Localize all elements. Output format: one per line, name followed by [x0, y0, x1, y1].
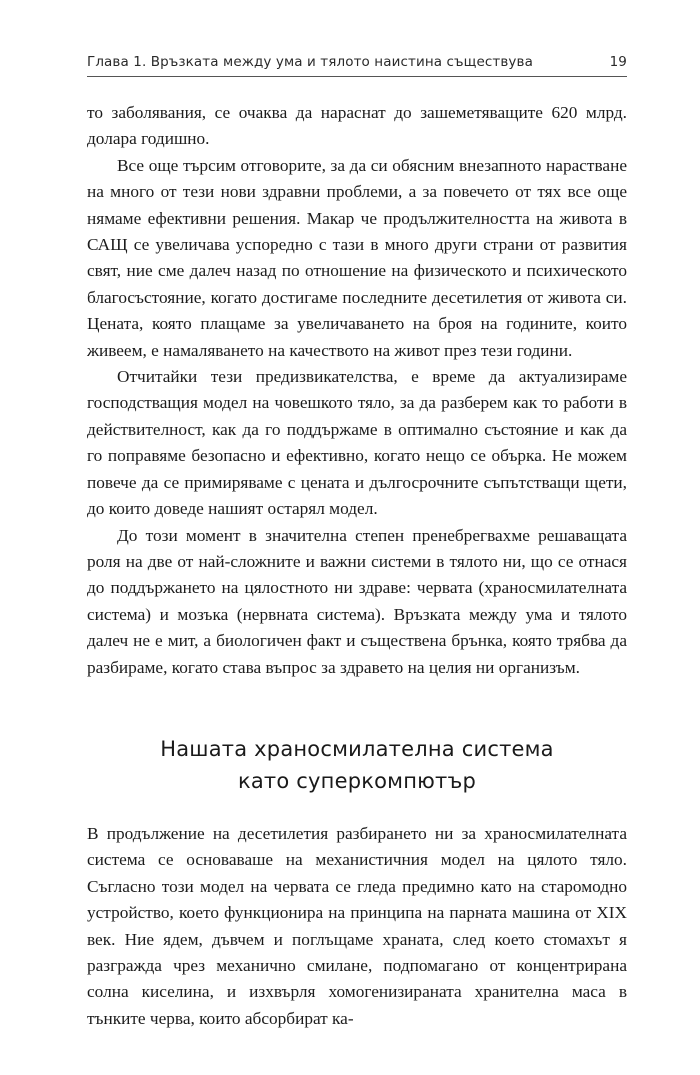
- chapter-title: Глава 1. Връзката между ума и тялото наистина съществува: [87, 54, 533, 70]
- page-number: 19: [609, 54, 627, 70]
- section-heading-line: като суперкомпютър: [237, 769, 477, 793]
- paragraph: то заболявания, се очаква да нараснат до зашеметяващите 620 млрд. долара годишно.: [87, 103, 627, 149]
- section-heading-line: Нашата храносмилателна система: [160, 737, 554, 761]
- paragraph: До този момент в значителна степен пренебрегвахме решаващата роля на две от най-сложните и важни системи в тялото ни, що се отнася до поддържането на цялостното ни здраве: червата (храносмилателната система) и мозъка (нервната система). Връзката между ума и тялото далеч не е мит, а биологичен факт и съществена брънка, която трябва да разбираме, когато става въпрос за здравето на целия ни организъм.: [87, 525, 627, 677]
- header-rule: [87, 76, 627, 77]
- paragraph: Отчитайки тези предизвикателства, е време да актуализираме господстващия модел на човешкото тяло, за да разберем как то работи в действителност, как да го поддържаме в оптимално състояние и как да го поправяме безопасно и ефективно, когато нещо се обърка. Не можем повече да се примиряваме с цената и дългосрочните съпътстващи щети, до които доведе нашият остарял модел.: [87, 367, 627, 519]
- running-header: [87, 50, 627, 74]
- paragraph: В продължение на десетилетия разбирането ни за храносмилателната система се основаваше на механистичния модел на цялото тяло. Съгласно този модел на червата се гледа предимно като на старомодно устройство, което функционира на принципа на парната машина от XIX век. Ние ядем, дъвчем и поглъщаме храната, след което стомахът я разгражда чрез механично смилане, подпомагано от концентрирана солна киселина, и изхвърля хомогенизираната хранителна маса в тънките черва, които абсорбират ка-: [87, 824, 627, 1028]
- body-text-top: [87, 100, 627, 681]
- paragraph: Все още търсим отговорите, за да си обясним внезапното нарастване на много от тези нови здравни проблеми, а за повечето от тях все още нямаме ефективни решения. Макар че продължителността на живота в САЩ се увеличава успоредно с тази в много други страни от развития свят, ние сме далеч назад по отношение на физическото и психическото благосъстояние, когато достигаме последните десетилетия от живота си. Цената, която плащаме за увеличаването на броя на годините, които живеем, е намаляването на качеството на живот през тези години.: [87, 155, 627, 360]
- body-text-bottom: [87, 821, 627, 1032]
- section-heading: [87, 733, 627, 797]
